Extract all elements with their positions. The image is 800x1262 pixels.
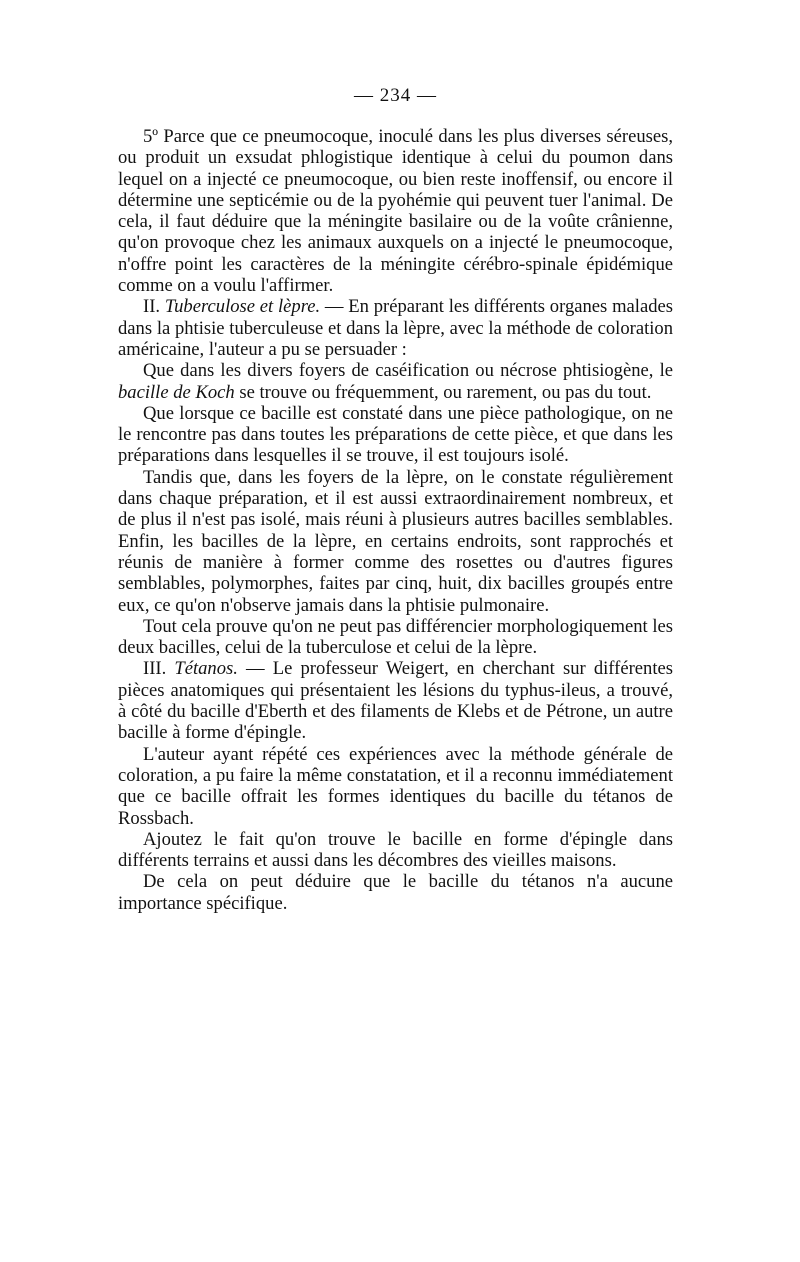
paragraph-text: Que dans les divers foyers de caséification ou nécrose phtisiogène, le — [143, 360, 673, 382]
paragraph-bacille-isole: Que lorsque ce bacille est constaté dans une pièce pathologique, on ne le rencontre pas dans toutes les préparations de cette pièce, et que dans les préparations dans lesquelles il se trouve, il est toujours isolé. — [118, 402, 673, 467]
book-page — [118, 85, 673, 914]
paragraph-text: — En préparant les différents organes malades dans la phtisie tuberculeuse et dans la lèpre, avec la méthode de coloration américaine, l'auteur a pu se persuader : — [118, 296, 673, 360]
paragraph-experiences: L'auteur ayant répété ces expériences avec la méthode générale de coloration, a pu faire la même constatation, et il a reconnu immédiatement que ce bacille offrait les formes identiques du bacille du tétanos de Rossbach. — [118, 743, 673, 829]
section-numeral: II. — [143, 296, 165, 318]
paragraph-lepre-foyers: Tandis que, dans les foyers de la lèpre, on le constate régulièrement dans chaque préparation, et il est aussi extraordinairement nombreux, et de plus il n'est pas isolé, mais réuni à plusieurs autres bacilles semblables. Enfin, les bacilles de la lèpre, en certains endroits, sont rapprochés et réunis de manière à former comme des rosettes ou d'autres figures semblables, polymorphes, faites par cinq, huit, dix bacilles groupés entre eux, ce qu'on n'observe jamais dans la phtisie pulmonaire. — [118, 466, 673, 616]
paragraph-terrains: Ajoutez le fait qu'on trouve le bacille en forme d'épingle dans différents terrains et aussi dans les décombres des vieilles maisons. — [118, 828, 673, 872]
paragraph-caseification — [118, 360, 673, 403]
section-numeral: III. — [143, 658, 175, 680]
page-number: — 234 — — [354, 85, 437, 106]
paragraph-pneumocoque: 5º Parce que ce pneumocoque, inoculé dans les plus diverses séreuses, ou produit un exsudat phlogistique identique à celui du poumon dans lequel on a injecté ce pneumocoque, ou bien reste inoffensif, ou encore il détermine une septicémie ou de la pyohémie qui peuvent tuer l'animal. De cela, il faut déduire que la méningite basilaire ou de la voûte crânienne, qu'on provoque chez les animaux auxquels on a injecté le pneumocoque, n'offre point les caractères de la méningite cérébro-spinale épidémique comme on a voulu l'affirmer. — [118, 126, 673, 297]
section-heading-tetanos: Tétanos. — [174, 658, 238, 680]
paragraph-text: se trouve ou fréquemment, ou rarement, ou pas du tout. — [234, 381, 652, 403]
italic-term-bacille-koch: bacille de Koch — [118, 381, 235, 403]
paragraph-conclusion: De cela on peut déduire que le bacille du tétanos n'a aucune importance spécifique. — [118, 871, 673, 914]
paragraph-tuberculose-lepre — [118, 296, 673, 360]
section-heading-tuberculose: Tuberculose et lèpre. — [164, 296, 321, 318]
paragraph-morphologie: Tout cela prouve qu'on ne peut pas différencier morphologiquement les deux bacilles, celui de la tuberculose et celui de la lèpre. — [118, 615, 673, 659]
paragraph-tetanos — [118, 658, 673, 743]
paragraph-text: — Le professeur Weigert, en cherchant sur différentes pièces anatomiques qui présentaient les lésions du typhus-ileus, a trouvé, à côté du bacille d'Eberth et des filaments de Klebs et de Pétrone, un autre bacille à forme d'épingle. — [118, 658, 673, 744]
